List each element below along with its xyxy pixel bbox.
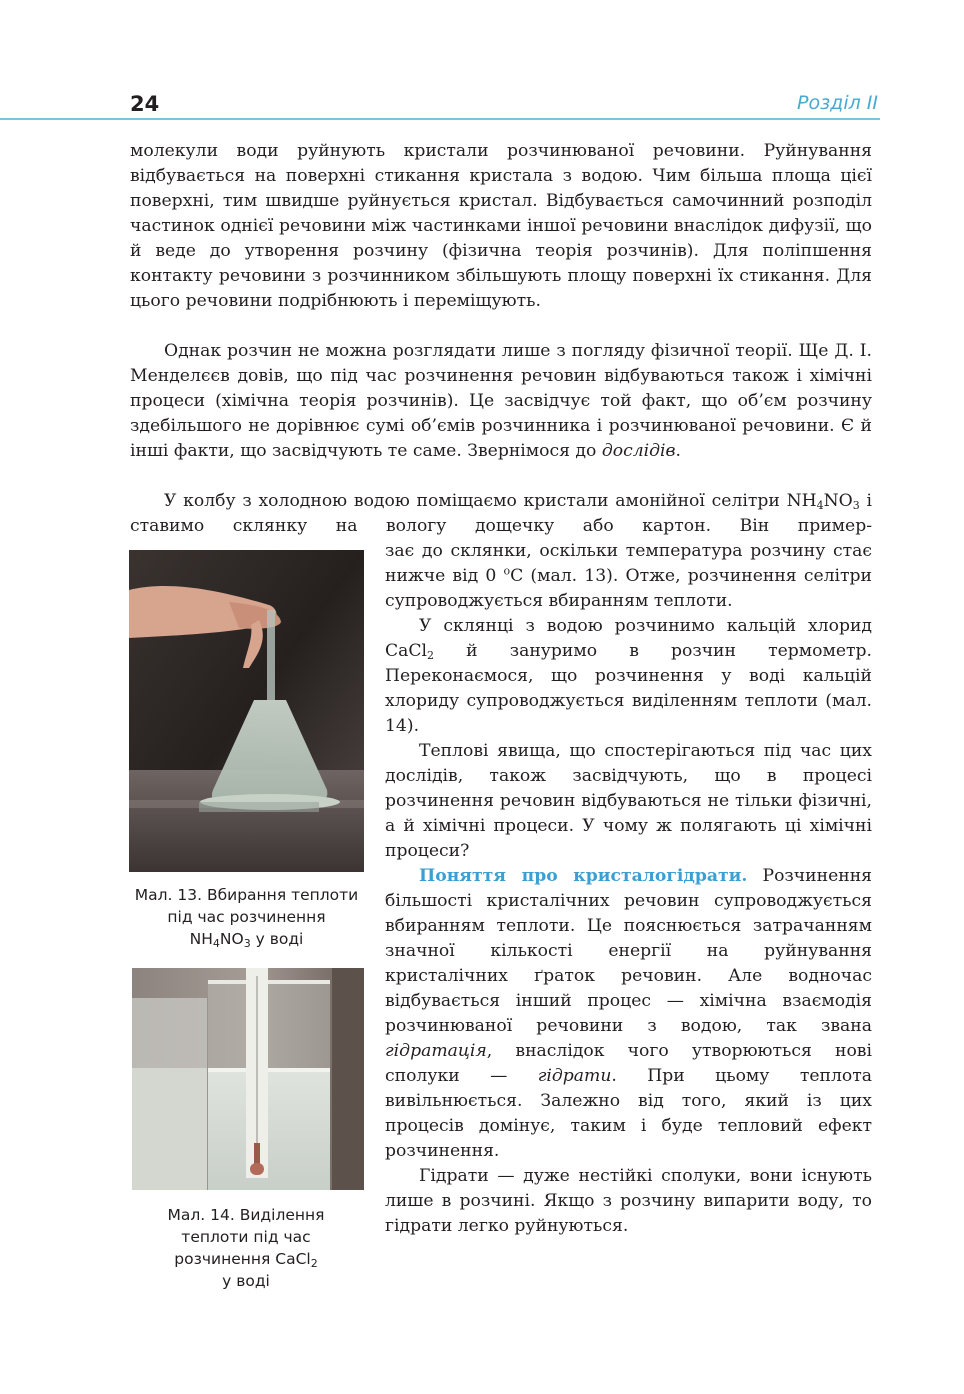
figure-13-photo	[129, 550, 364, 872]
page-number: 24	[130, 92, 160, 116]
page-header	[0, 88, 964, 120]
paragraph-2: Однак розчин не можна розглядати лише з погляду фізичної теорії. Ще Д. І. Менделєєв довів, що під час розчинення речовин відбуваються також і хімічні процеси (хімічна теорія розчинів). Це засвідчує той факт, що об’єм розчину здебільшого не дорівнює сумі об’ємів розчинника і розчинюваної речовини. Є й інші факти, що засвідчують те саме. Звернімося до дослідів.	[130, 341, 872, 461]
section-title: Розділ II	[797, 92, 878, 114]
figure-14-caption: Мал. 14. Виділення теплоти під час розчинення CaCl$_2$ у воді	[167, 1206, 325, 1290]
figure-14-photo	[132, 968, 364, 1190]
header-rule	[0, 118, 880, 120]
paragraph-5: Теплові явища, що спостерігаються під час цих дослідів, також засвідчують, що в процесі розчинення речовин відбуваються не тільки фізичні, а й хімічні процеси. У чому ж полягають ці хімічні процеси?	[385, 741, 872, 861]
paragraph-3-continued: зає до склянки, оскільки температура розчину стає нижче від 0 $^o$С (мал. 13). Отже, розчинення селітри супроводжується вбиранням теплоти.	[385, 541, 872, 611]
right-column-text	[385, 539, 872, 1239]
paragraph-1: молекули води руйнують кристали розчинюваної речовини. Руйнування відбувається на поверхні стикання кристала з водою. Чим більша площа цієї поверхні, тим швидше руйнується кристал. Відбувається самочинний розподіл частинок однієї речовини між частинками іншої речовини внаслідок дифузії, що й веде до утворення розчину (фізична теорія розчинів). Для поліпшення контакту речовини з розчинником збільшують площу поверхні їх стикання. Для цього речовини подрібнюють і переміщують.	[130, 141, 872, 311]
figure-13-caption: Мал. 13. Вбирання теплоти під час розчинення $NH_4NO_3$ у воді	[134, 886, 359, 950]
paragraph-6: Поняття про кристалогідрати. Розчинення більшості кристалічних речовин супроводжується вбиранням теплоти. Це пояснюється затрачанням значної кількості енергії на руйнування кристалічних ґраток речовин. Але водночас відбувається інший процес — хімічна взаємодія розчинюваної речовини з водою, так звана гідратація, внаслідок чого утворюються нові сполуки — гідрати. При цьому теплота вивільнюється. Залежно від того, який із цих процесів домінує, таким і буде тепловий ефект розчинення.	[385, 866, 872, 1161]
paragraph-4: У склянці з водою розчинимо кальцій хлорид CaCl$_2$ й зануримо в розчин термометр. Переконаємося, що розчинення у воді кальцій хлориду супроводжується виділенням теплоти (мал. 14).	[385, 616, 872, 736]
section-heading: Поняття про кристалогідрати.	[419, 866, 748, 886]
paragraph-3: У колбу з холодною водою поміщаємо кристали амонійної селітри $NH_4NO_3$ і ставимо склянку на вологу дощечку або картон. Він пример-	[130, 491, 872, 536]
paragraph-7: Гідрати — дуже нестійкі сполуки, вони існують лише в розчині. Якщо з розчину випарити воду, то гідрати легко руйнуються.	[385, 1166, 872, 1236]
italic-term: дослідів	[601, 441, 676, 461]
